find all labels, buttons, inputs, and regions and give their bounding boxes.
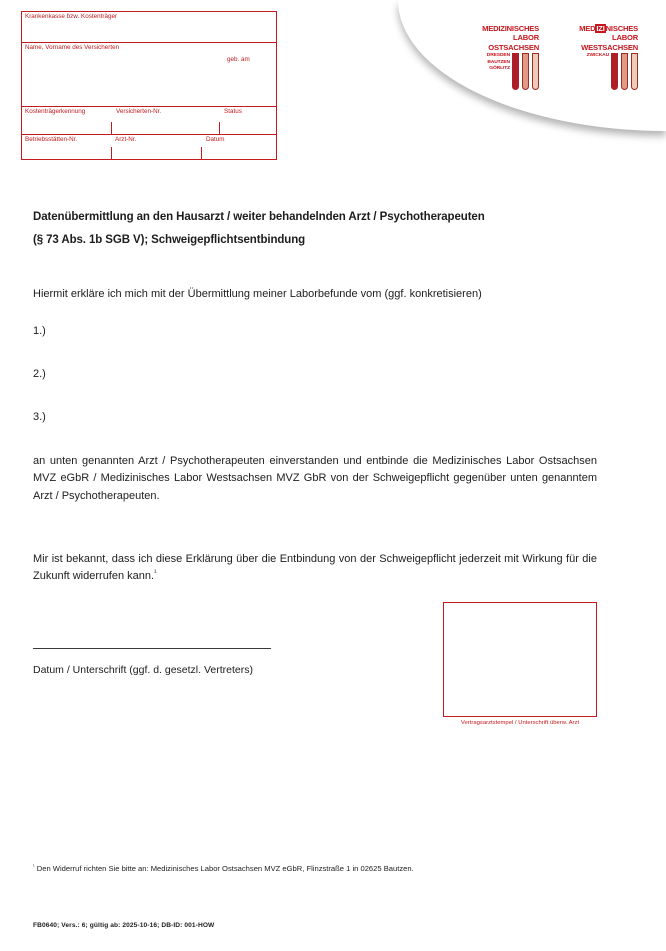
logo-inverted-letters: IZI <box>596 24 605 33</box>
intro-text: Hiermit erkläre ich mich mit der Übermittlung meiner Laborbefunde vom (ggf. konkretisieren) <box>33 288 482 300</box>
geb-am-label: geb. am <box>227 56 250 63</box>
logo-line: LABOR <box>513 33 539 43</box>
logo-line-part: MED <box>579 24 596 33</box>
city-label: GÖRLITZ <box>489 65 510 71</box>
document-version-footer: FB0640; Vers.: 6; gültig ab: 2025-10-16; DB-ID: 001-HOW <box>33 922 215 929</box>
labor-test-tube-bars-icon <box>512 53 539 90</box>
bar-icon <box>522 53 529 90</box>
item-number-label: 1.) <box>33 325 46 337</box>
footnote <box>33 864 414 874</box>
datum-label: Datum <box>206 136 225 143</box>
betriebsstaetten-nr-label: Betriebsstätten-Nr. <box>25 136 78 143</box>
consent-paragraph: an unten genannten Arzt / Psychotherapeuten einverstanden und entbinde die Medizinisches Labor Ostsachsen MVZ eGbR / Medizinisches Labor Westsachsen MVZ GbR von der Schweigepflicht gegenüber unten genanntem Arzt / Psychotherapeuten. <box>33 455 597 502</box>
field-row-kennung-versichertennr-status[interactable] <box>22 107 276 135</box>
field-separator-tick <box>111 122 112 134</box>
field-separator-tick <box>201 147 202 160</box>
page-title-line1: Datenübermittlung an den Hausarzt / weiter behandelnden Arzt / Psychotherapeuten <box>33 211 485 223</box>
item-1-blank-field[interactable] <box>46 324 578 338</box>
insurance-form-box <box>21 11 277 160</box>
bar-icon <box>532 53 539 90</box>
logo-ostsachsen-cities <box>487 53 510 72</box>
list-item-3 <box>33 410 578 424</box>
field-krankenkasse[interactable] <box>22 12 276 43</box>
revocation-paragraph-text: Mir ist bekannt, dass ich diese Erklärung über die Entbindung von der Schweigepflicht jederzeit mit Wirkung für die Zukunft widerrufen kann. <box>33 553 597 583</box>
item-3-blank-field[interactable] <box>46 410 578 424</box>
footnote-reference: ¹ <box>154 568 157 577</box>
logo-westsachsen-cities <box>587 53 609 59</box>
logo-line: MEDIZINISCHES <box>482 24 539 33</box>
field-row-betriebsstaette-arzt-datum[interactable] <box>22 135 276 160</box>
name-versicherter-label: Name, Vorname des Versicherten <box>25 44 120 51</box>
krankenkasse-label: Krankenkasse bzw. Kostenträger <box>25 13 118 20</box>
logo-labor-ostsachsen <box>475 24 539 90</box>
page-title-line2: (§ 73 Abs. 1b SGB V); Schweigepflichtsentbindung <box>33 234 306 246</box>
bar-icon <box>512 53 519 90</box>
stamp-box-caption: Vertragsarztstempel / Unterschrift überw. Arzt <box>460 720 580 726</box>
logo-line: OSTSACHSEN <box>488 42 539 52</box>
labor-test-tube-bars-icon <box>611 53 638 90</box>
footnote-marker: ¹ <box>33 864 35 870</box>
logo-line <box>577 24 638 33</box>
item-number-label: 2.) <box>33 368 46 380</box>
footnote-text: Den Widerruf richten Sie bitte an: Medizinisches Labor Ostsachsen MVZ eGbR, Flinzstraße 1 in 02625 Bautzen. <box>34 864 414 873</box>
item-2-blank-field[interactable] <box>46 367 578 381</box>
list-item-2 <box>33 367 578 381</box>
status-label: Status <box>224 108 242 115</box>
list-item-1 <box>33 324 578 338</box>
logo-ostsachsen-text <box>475 24 539 52</box>
stamp-box-field[interactable] <box>443 602 597 717</box>
signature-field[interactable] <box>33 648 271 649</box>
logo-line: LABOR <box>612 33 638 43</box>
logo-labor-westsachsen <box>577 24 638 90</box>
kostentraegerkennung-label: Kostenträgerkennung <box>25 108 86 115</box>
revocation-paragraph <box>33 551 597 586</box>
versicherten-nr-label: Versicherten-Nr. <box>116 108 162 115</box>
logo-westsachsen-text <box>577 24 638 52</box>
field-separator-tick <box>219 122 220 134</box>
bar-icon <box>621 53 628 90</box>
field-separator-tick <box>111 147 112 160</box>
field-name-versicherter[interactable] <box>22 43 276 107</box>
bar-icon <box>611 53 618 90</box>
signature-label: Datum / Unterschrift (ggf. d. gesetzl. Vertreters) <box>33 664 253 676</box>
city-label: DRESDEN <box>486 53 510 59</box>
logo-line-part: NISCHES <box>605 24 638 33</box>
city-label: ZWICKAU <box>586 53 609 59</box>
item-number-label: 3.) <box>33 411 46 423</box>
city-label: BAUTZEN <box>487 59 510 65</box>
logo-line: WESTSACHSEN <box>581 42 638 52</box>
bar-icon <box>631 53 638 90</box>
page-title <box>33 206 578 252</box>
arzt-nr-label: Arzt-Nr. <box>115 136 137 143</box>
